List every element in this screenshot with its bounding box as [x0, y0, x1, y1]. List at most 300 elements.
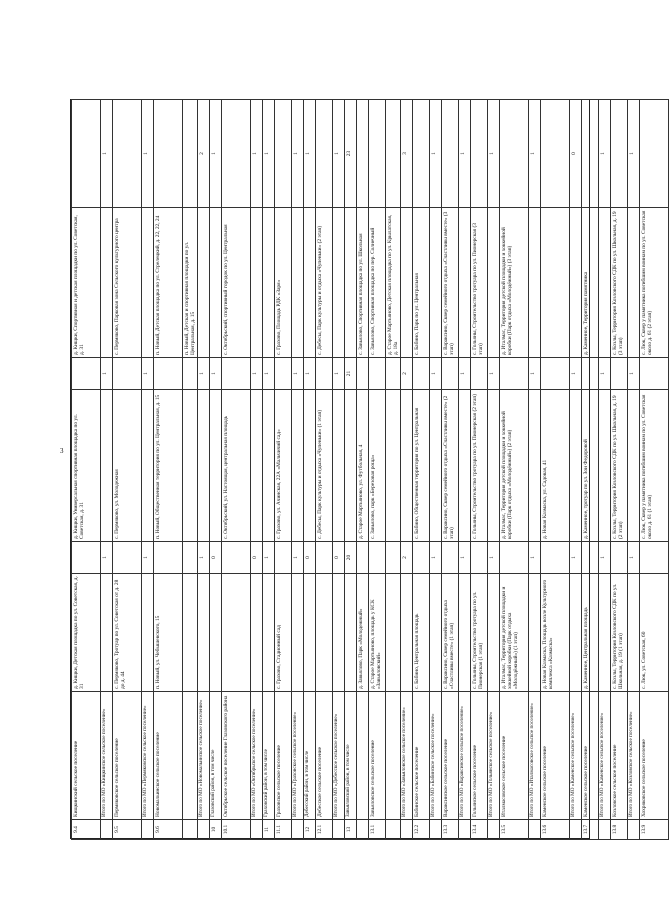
settlement-name-cell: Новомальинское сельское поселение: [154, 692, 183, 820]
settlement-name-cell: Итого по МО «Новомальинское сельское поселение»: [198, 692, 210, 820]
settlement-name-cell: Дебесское сельское поселение: [316, 692, 333, 820]
row-number-cell: 9.4: [72, 820, 101, 840]
count-2021-cell: [582, 100, 599, 208]
count-2021-cell: [611, 100, 628, 208]
object-2020-cell: [599, 390, 611, 542]
settlement-name-cell: Итого по МО «Октябрьское сельское поселение»: [251, 692, 263, 820]
table-row: [413, 100, 430, 840]
count-2019-cell: 1: [430, 542, 442, 574]
object-2019-cell: [488, 574, 500, 692]
settlement-name-cell: Дебесский район, в том числе: [304, 692, 316, 820]
object-2019-cell: с. Козлы, Территория Козловского СДК по ул. Школьная, д. 19 (1 этап): [611, 574, 628, 692]
settlement-name-cell: Завьяловское сельское поселение: [369, 692, 386, 820]
row-number-cell: 13: [345, 820, 357, 840]
object-2021-cell: [210, 208, 222, 358]
table-row: [500, 100, 529, 840]
table-row: [628, 100, 640, 840]
object-2021-cell: [529, 208, 541, 358]
object-2020-cell: п. Новый, Общественная территория по ул. Центральная, д. 15: [154, 390, 183, 542]
count-2019-cell: [154, 542, 183, 574]
count-2021-cell: 1: [251, 100, 263, 208]
count-2020-cell: [442, 358, 459, 390]
count-2020-cell: [72, 358, 101, 390]
table-row: [210, 100, 222, 840]
object-2019-cell: [304, 574, 316, 692]
count-2021-cell: 0: [570, 100, 582, 208]
settlement-name-cell: Кищкинский сельское поселение: [72, 692, 101, 820]
settlement-name-cell: Итого по МО «Кищкинское сельское поселение»: [101, 692, 113, 820]
count-2019-cell: [471, 542, 488, 574]
object-2020-cell: с. Октябрьский, ул. Настоящая, центральная площадь: [222, 390, 251, 542]
row-number-cell: 9.6: [154, 820, 183, 840]
row-number-cell: 12.2: [413, 820, 430, 840]
object-2021-cell: с. Дебесы, Парк культуры и отдыха «Чупеньки» (2 этап): [316, 208, 333, 358]
object-2019-cell: с. Люк, ул. Советская, 60: [640, 574, 669, 692]
settlement-name-cell: Вараксинское сельское поселение: [442, 692, 459, 820]
row-number-cell: 12: [304, 820, 316, 840]
count-2019-cell: [386, 542, 401, 574]
settlement-name-cell: Завьяловский район, в том числе: [345, 692, 357, 820]
object-2019-cell: с. Вараксино, Сквер семейного отдыха «Счастливы вместе» (1 этап): [442, 574, 459, 692]
object-2020-cell: [333, 390, 345, 542]
row-number-cell: 12.1: [316, 820, 333, 840]
count-2019-cell: [541, 542, 570, 574]
count-2020-cell: [316, 358, 333, 390]
row-number-cell: [101, 820, 113, 840]
count-2019-cell: 0: [251, 542, 263, 574]
object-2019-cell: [316, 574, 333, 692]
count-2020-cell: 1: [101, 358, 113, 390]
object-2021-cell: п. Новый, Детская площадка по ул. Стрелецкий, д. 22, 22, 24: [154, 208, 183, 358]
count-2019-cell: 1: [570, 542, 582, 574]
count-2019-cell: [611, 542, 628, 574]
object-2021-cell: [304, 208, 316, 358]
object-2019-cell: д. Завьялово, Парк «Молодежный»: [357, 574, 369, 692]
object-2020-cell: [198, 390, 210, 542]
count-2021-cell: [183, 100, 198, 208]
count-2020-cell: [357, 358, 369, 390]
row-number-cell: 13.5: [500, 820, 529, 840]
row-number-cell: 13.4: [471, 820, 488, 840]
count-2021-cell: 1: [333, 100, 345, 208]
object-2021-cell: [459, 208, 471, 358]
object-2019-cell: [101, 574, 113, 692]
count-2021-cell: 1: [101, 100, 113, 208]
object-2020-cell: [101, 390, 113, 542]
table-row: [541, 100, 570, 840]
count-2021-cell: 1: [529, 100, 541, 208]
table-row: [401, 100, 413, 840]
settlement-name-cell: Октябрьское сельское поселение Глазовского района: [222, 692, 251, 820]
object-2021-cell: д. Кищки, Спортивная и детская площадки по ул. Советская, д. 31: [72, 208, 101, 358]
object-2021-cell: [430, 208, 442, 358]
count-2021-cell: 1: [430, 100, 442, 208]
count-2020-cell: [471, 358, 488, 390]
row-number-cell: [430, 820, 442, 840]
program-table-body: [72, 100, 669, 840]
object-2019-cell: [251, 574, 263, 692]
object-2019-cell: [198, 574, 210, 692]
settlement-name-cell: Итого по МО «Пермяковское сельское поселение»: [142, 692, 154, 820]
table-row: [471, 100, 488, 840]
row-number-cell: [183, 820, 198, 840]
settlement-name-cell: Итого по МО «Бабинское сельское поселение»: [430, 692, 442, 820]
table-row: [582, 100, 599, 840]
program-table-frame: [70, 99, 654, 839]
count-2020-cell: 1: [292, 358, 304, 390]
count-2020-cell: 1: [263, 358, 275, 390]
count-2019-cell: [222, 542, 251, 574]
object-2019-cell: д. Старое Мартьяново, площадь у КСК «Завьяловский»: [369, 574, 386, 692]
object-2019-cell: д. Новая Казмаска, Площадь возле Культурного комплекса «Казмаска»: [541, 574, 570, 692]
object-2021-cell: [570, 208, 582, 358]
object-2019-cell: [333, 574, 345, 692]
count-2020-cell: [582, 358, 599, 390]
settlement-name-cell: Граховское сельское поселение: [275, 692, 292, 820]
table-row: [275, 100, 292, 840]
count-2020-cell: [154, 358, 183, 390]
count-2021-cell: [386, 100, 401, 208]
object-2019-cell: [345, 574, 357, 692]
count-2019-cell: 1: [198, 542, 210, 574]
count-2020-cell: 1: [459, 358, 471, 390]
count-2021-cell: 1: [488, 100, 500, 208]
table-row: [304, 100, 316, 840]
count-2020-cell: 1: [333, 358, 345, 390]
object-2019-cell: с. Пермяково, Тротуар по ул. Советская от д. 28 до д. 44: [113, 574, 142, 692]
count-2021-cell: 2: [198, 100, 210, 208]
object-2020-cell: [529, 390, 541, 542]
count-2019-cell: 20: [345, 542, 357, 574]
count-2019-cell: 1: [488, 542, 500, 574]
settlement-name-cell: Итого по МО «Граховское сельское поселение»: [292, 692, 304, 820]
count-2019-cell: 1: [628, 542, 640, 574]
table-row: [333, 100, 345, 840]
object-2021-cell: с. Октябрьский, спортивный городок по ул. Центральная: [222, 208, 251, 358]
count-2020-cell: 1: [628, 358, 640, 390]
object-2020-cell: с. Козлы, Территория Козловского СДК по ул. Школьная, д. 19 (2 этап): [611, 390, 628, 542]
count-2020-cell: 21: [345, 358, 357, 390]
row-number-cell: 13.8: [611, 820, 628, 840]
row-number-cell: [570, 820, 582, 840]
count-2021-cell: [275, 100, 292, 208]
object-2020-cell: [210, 390, 222, 542]
count-2021-cell: 1: [599, 100, 611, 208]
program-table: [71, 99, 669, 840]
object-2021-cell: с. Вараксино, Сквер семейного отдыха «Счастливы вместе» (3 этап): [442, 208, 459, 358]
count-2020-cell: 1: [304, 358, 316, 390]
table-row: [316, 100, 333, 840]
row-number-cell: 10: [210, 820, 222, 840]
count-2019-cell: 0: [210, 542, 222, 574]
settlement-name-cell: Италмасовское сельское поселение: [500, 692, 529, 820]
count-2020-cell: 1: [488, 358, 500, 390]
object-2021-cell: с. Бабино, Парк по ул. Центральная: [413, 208, 430, 358]
object-2020-cell: [304, 390, 316, 542]
count-2021-cell: [640, 100, 669, 208]
settlement-name-cell: [357, 692, 369, 820]
object-2019-cell: [222, 574, 251, 692]
table-row: [113, 100, 142, 840]
count-2021-cell: [500, 100, 529, 208]
count-2019-cell: 1: [142, 542, 154, 574]
table-row: [292, 100, 304, 840]
object-2020-cell: с. Пермяково, ул. Молодежная: [113, 390, 142, 542]
settlement-name-cell: [183, 692, 198, 820]
object-2020-cell: [263, 390, 275, 542]
object-2020-cell: д. Италмас, Территория детской площадки и хоккейной коробки (Парк отдыха «Молодёжный») (2 этап): [500, 390, 529, 542]
table-row: [442, 100, 459, 840]
count-2019-cell: 1: [599, 542, 611, 574]
table-row: [263, 100, 275, 840]
object-2020-cell: [142, 390, 154, 542]
table-row: [488, 100, 500, 840]
count-2020-cell: [541, 358, 570, 390]
count-2021-cell: [357, 100, 369, 208]
count-2020-cell: [369, 358, 386, 390]
object-2019-cell: [292, 574, 304, 692]
table-row: [570, 100, 582, 840]
count-2021-cell: 1: [628, 100, 640, 208]
settlement-name-cell: Итого по МО «Каменское сельское поселение»: [570, 692, 582, 820]
object-2020-cell: [292, 390, 304, 542]
count-2019-cell: [275, 542, 292, 574]
row-number-cell: 13.9: [640, 820, 669, 840]
object-2020-cell: д. Старое Мартьяново, ул. Футбольная, 4: [357, 390, 369, 542]
row-number-cell: 10.1: [222, 820, 251, 840]
table-row: [142, 100, 154, 840]
object-2019-cell: [142, 574, 154, 692]
count-2020-cell: 1: [430, 358, 442, 390]
count-2020-cell: 1: [599, 358, 611, 390]
count-2021-cell: 1: [263, 100, 275, 208]
object-2019-cell: [386, 574, 401, 692]
object-2020-cell: [570, 390, 582, 542]
object-2021-cell: [488, 208, 500, 358]
object-2021-cell: [142, 208, 154, 358]
settlement-name-cell: Итого по МО «Завьяловское сельское поселение»: [401, 692, 413, 820]
settlement-name-cell: Каменское сельское поселение: [541, 692, 570, 820]
row-number-cell: [459, 820, 471, 840]
row-number-cell: 13.6: [541, 820, 570, 840]
object-2020-cell: [628, 390, 640, 542]
table-row: [222, 100, 251, 840]
count-2020-cell: [413, 358, 430, 390]
table-row: [101, 100, 113, 840]
object-2020-cell: [488, 390, 500, 542]
object-2019-cell: [529, 574, 541, 692]
count-2021-cell: 3: [401, 100, 413, 208]
object-2019-cell: [210, 574, 222, 692]
object-2019-cell: с. Грахово, Стадионный сад: [275, 574, 292, 692]
row-number-cell: [529, 820, 541, 840]
count-2021-cell: [316, 100, 333, 208]
object-2021-cell: п. Новый, Детская и спортивная площадки по ул. Центральная, д. 15: [183, 208, 198, 358]
count-2020-cell: [500, 358, 529, 390]
object-2019-cell: [570, 574, 582, 692]
object-2020-cell: [386, 390, 401, 542]
settlement-name-cell: Итого по МО «Вараксинское сельское поселение»: [459, 692, 471, 820]
count-2021-cell: [471, 100, 488, 208]
object-2021-cell: [628, 208, 640, 358]
row-number-cell: [357, 820, 369, 840]
count-2020-cell: [386, 358, 401, 390]
count-2020-cell: 1: [210, 358, 222, 390]
table-row: [154, 100, 183, 840]
object-2019-cell: с. Гольяны, Строительство тротуара по ул. Пионерская (1 этап): [471, 574, 488, 692]
count-2020-cell: 1: [529, 358, 541, 390]
settlement-name-cell: [386, 692, 401, 820]
object-2021-cell: с. Грахово, Площадь РДК «Заря»: [275, 208, 292, 358]
count-2019-cell: [413, 542, 430, 574]
count-2019-cell: 1: [263, 542, 275, 574]
settlement-name-cell: Каменское сельское поселение: [582, 692, 599, 820]
object-2021-cell: с. Пермяково, Парковая зона Сельского культурного центра: [113, 208, 142, 358]
object-2020-cell: [251, 390, 263, 542]
object-2019-cell: [459, 574, 471, 692]
row-number-cell: 13.7: [582, 820, 599, 840]
table-row: [529, 100, 541, 840]
object-2020-cell: [401, 390, 413, 542]
object-2019-cell: [263, 574, 275, 692]
count-2019-cell: 1: [459, 542, 471, 574]
object-2021-cell: [345, 208, 357, 358]
table-row: [198, 100, 210, 840]
count-2021-cell: 1: [292, 100, 304, 208]
count-2020-cell: 1: [251, 358, 263, 390]
object-2019-cell: [183, 574, 198, 692]
object-2021-cell: с. Козлы, Территория Козловского СДК по ул. Школьная, д. 19 (3 этап): [611, 208, 628, 358]
count-2020-cell: [611, 358, 628, 390]
object-2019-cell: д. Кищки, Детская площадка по ул. Советская, д. 31: [72, 574, 101, 692]
row-number-cell: [251, 820, 263, 840]
object-2021-cell: [599, 208, 611, 358]
object-2021-cell: [401, 208, 413, 358]
count-2020-cell: 1: [198, 358, 210, 390]
object-2021-cell: с. Гольяны, Строительство тротуара по ул. Пионерская (3 этап): [471, 208, 488, 358]
object-2020-cell: с. Люк, Сквер у памятника погибшим воинам по ул. Советская около д. 61 (1 этап): [640, 390, 669, 542]
count-2019-cell: [640, 542, 669, 574]
settlement-name-cell: Козловское сельское поселение: [611, 692, 628, 820]
count-2019-cell: [582, 542, 599, 574]
object-2019-cell: д. Италмас, Территория детской площадки и хоккейной коробки (Парк отдыха «Молодёжный») (1 этап): [500, 574, 529, 692]
count-2021-cell: 1: [459, 100, 471, 208]
object-2020-cell: д. Каменное, тротуар по ул. Зои Федоровой: [582, 390, 599, 542]
count-2019-cell: 1: [529, 542, 541, 574]
count-2020-cell: [113, 358, 142, 390]
count-2021-cell: [442, 100, 459, 208]
table-row: [357, 100, 369, 840]
count-2021-cell: [72, 100, 101, 208]
count-2019-cell: [316, 542, 333, 574]
object-2020-cell: [345, 390, 357, 542]
count-2019-cell: 0: [304, 542, 316, 574]
table-row: [611, 100, 628, 840]
row-number-cell: 13.1: [369, 820, 386, 840]
row-number-cell: 11: [263, 820, 275, 840]
count-2020-cell: [183, 358, 198, 390]
settlement-name-cell: Итого по МО «Каменское сельское поселение»: [599, 692, 611, 820]
count-2021-cell: [113, 100, 142, 208]
row-number-cell: [142, 820, 154, 840]
count-2019-cell: 1: [292, 542, 304, 574]
object-2021-cell: [333, 208, 345, 358]
table-row: [599, 100, 611, 840]
table-row: [345, 100, 357, 840]
object-2019-cell: с. Бабино, Центральная площадь: [413, 574, 430, 692]
row-number-cell: [292, 820, 304, 840]
count-2021-cell: [222, 100, 251, 208]
table-row: [183, 100, 198, 840]
settlement-name-cell: Гольянское сельское поселение: [471, 692, 488, 820]
count-2020-cell: 1: [142, 358, 154, 390]
object-2020-cell: д. Новая Казмаска, ул. Садовая, 41: [541, 390, 570, 542]
object-2020-cell: с. Гольяны, Строительство тротуара по ул. Пионерская (2 этап): [471, 390, 488, 542]
count-2021-cell: [369, 100, 386, 208]
count-2019-cell: [500, 542, 529, 574]
object-2019-cell: [401, 574, 413, 692]
row-number-cell: [628, 820, 640, 840]
object-2020-cell: [183, 390, 198, 542]
object-2019-cell: [599, 574, 611, 692]
object-2021-cell: с. Люк, Сквер у памятника погибшим воинам по ул. Советская около д. 61 (2 этап): [640, 208, 669, 358]
count-2019-cell: [442, 542, 459, 574]
object-2020-cell: с. Завьялово, парк «Березовая роща»: [369, 390, 386, 542]
settlement-name-cell: Итого по МО «Козловское сельское поселение»: [628, 692, 640, 820]
row-number-cell: 9.5: [113, 820, 142, 840]
count-2021-cell: 23: [345, 100, 357, 208]
row-number-cell: [386, 820, 401, 840]
count-2021-cell: [541, 100, 570, 208]
count-2021-cell: [413, 100, 430, 208]
count-2021-cell: 1: [210, 100, 222, 208]
object-2021-cell: [541, 208, 570, 358]
table-row: [640, 100, 669, 840]
settlement-name-cell: Бабинское сельское поселение: [413, 692, 430, 820]
row-number-cell: 11.1: [275, 820, 292, 840]
settlement-name-cell: Итого по МО «Гольянское сельское поселение»: [488, 692, 500, 820]
object-2020-cell: д. Кищки, Универсальная спортивная площадка по ул. Советская, д. 31: [72, 390, 101, 542]
settlement-name-cell: Пермяковское сельское поселение: [113, 692, 142, 820]
count-2019-cell: [113, 542, 142, 574]
row-number-cell: [488, 820, 500, 840]
object-2021-cell: [198, 208, 210, 358]
count-2020-cell: [640, 358, 669, 390]
count-2020-cell: [222, 358, 251, 390]
object-2020-cell: [430, 390, 442, 542]
row-number-cell: [333, 820, 345, 840]
object-2019-cell: [430, 574, 442, 692]
object-2020-cell: [459, 390, 471, 542]
object-2021-cell: д. Каменное, Территория памятника: [582, 208, 599, 358]
object-2020-cell: с. Грахово, ул. Ачинская, 22А «Мальчичий сад»: [275, 390, 292, 542]
settlement-name-cell: Глазовский район, в том числе: [210, 692, 222, 820]
table-row: [430, 100, 442, 840]
table-row: [251, 100, 263, 840]
object-2021-cell: [101, 208, 113, 358]
table-row: [386, 100, 401, 840]
count-2019-cell: [72, 542, 101, 574]
object-2020-cell: с. Бабино, Общественная территория по ул. Центральная: [413, 390, 430, 542]
object-2019-cell: д. Каменное, Центральная площадь: [582, 574, 599, 692]
row-number-cell: [198, 820, 210, 840]
row-number-cell: 13.3: [442, 820, 459, 840]
object-2019-cell: [628, 574, 640, 692]
object-2019-cell: п. Новый, ул. Чебышевского, 15: [154, 574, 183, 692]
count-2019-cell: [357, 542, 369, 574]
object-2020-cell: с. Дебесы, Парк культуры и отдыха «Чупеньки» (1 этап): [316, 390, 333, 542]
count-2019-cell: [183, 542, 198, 574]
